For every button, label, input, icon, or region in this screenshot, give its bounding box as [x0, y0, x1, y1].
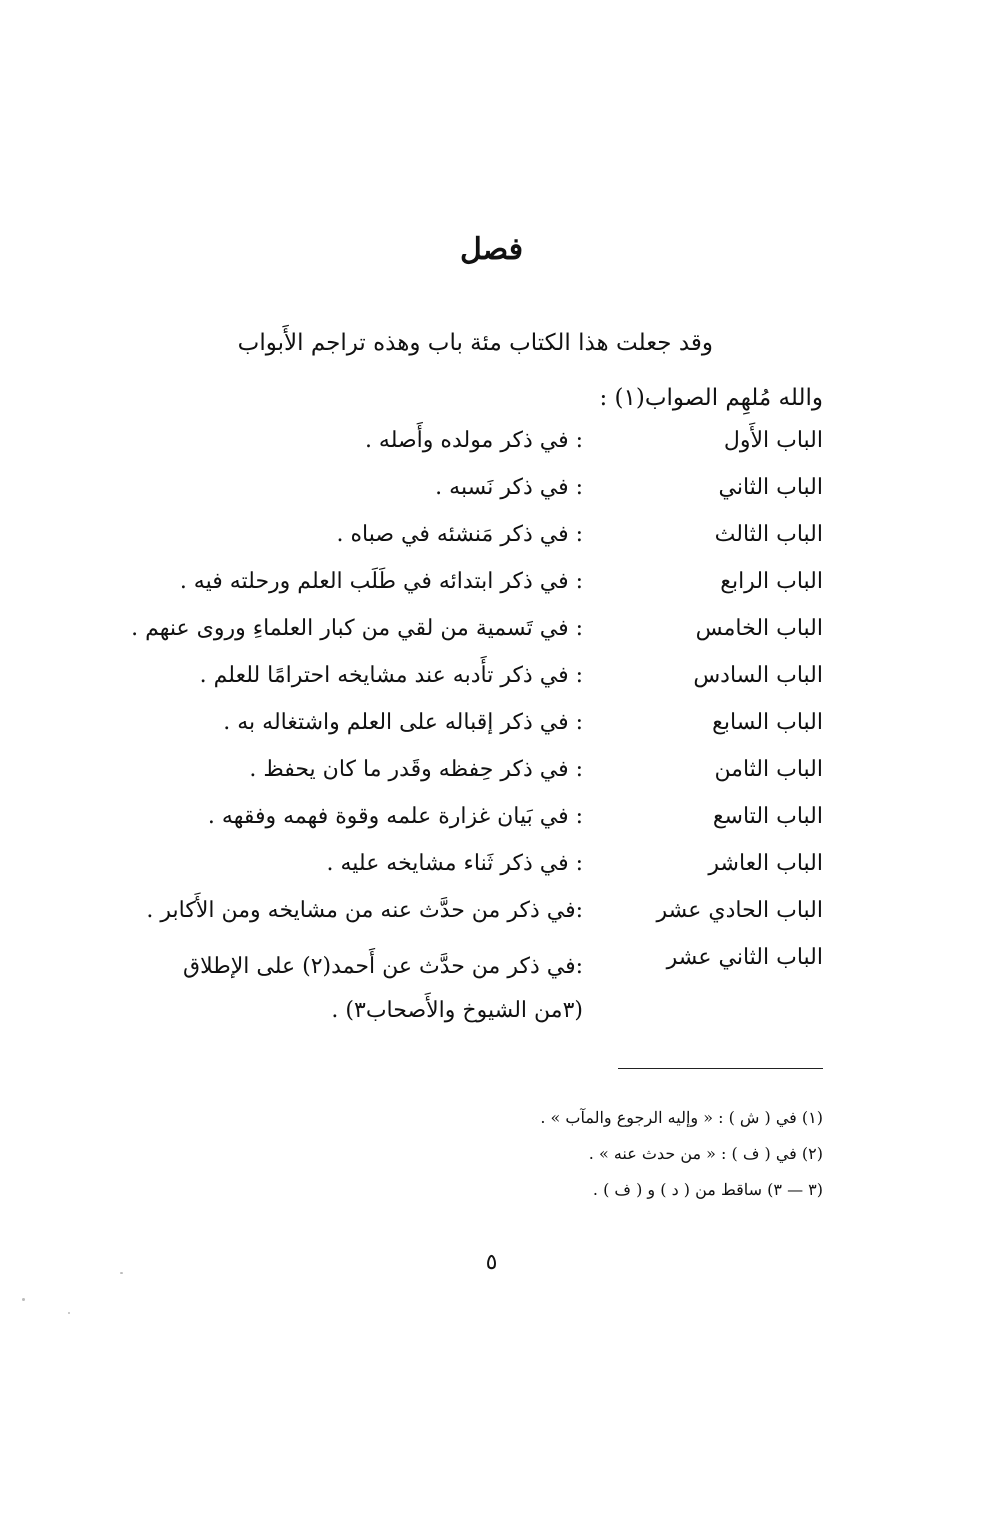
page-number: ٥ [485, 1250, 498, 1275]
chapter-row [143, 522, 823, 566]
chapter-row [143, 757, 823, 801]
chapter-name: الباب السادس [693, 663, 823, 688]
chapter-name: الباب الثامن [714, 757, 823, 782]
footnote-divider [618, 1068, 823, 1069]
intro-line-1: وقد جعلت هذا الكتاب مئة باب وهذه تراجم الأَبواب [237, 330, 713, 356]
section-heading: فصل [459, 232, 524, 267]
chapter-row [143, 710, 823, 754]
chapter-description: : في ذكر ثَناء مشايخه عليه . [326, 851, 583, 876]
chapter-name: الباب العاشر [708, 851, 823, 876]
chapter-row [143, 428, 823, 472]
chapter-description: : في ذكر حِفظه وقَدر ما كان يحفظ . [249, 757, 583, 782]
chapter-row [143, 475, 823, 519]
scan-speck [22, 1298, 25, 1301]
chapter-name: الباب التاسع [712, 804, 823, 829]
chapter-name: الباب الأَول [723, 428, 823, 453]
footnote-2: (٢) في ( ف ) : « من حدث عنه » . [588, 1144, 823, 1163]
chapter-name: الباب الخامس [695, 616, 823, 641]
chapter-name: الباب الرابع [720, 569, 823, 594]
chapter-row [143, 945, 823, 1037]
chapter-name: الباب السابع [712, 710, 823, 735]
chapter-row [131, 616, 823, 660]
chapter-description: : في بَيان غزارة علمه وقوة فهمه وفقهه . [207, 804, 583, 829]
chapter-name: الباب الحادي عشر [656, 898, 823, 923]
chapter-name: الباب الثاني عشر [666, 945, 823, 970]
chapter-row [143, 898, 823, 942]
chapter-row [143, 569, 823, 613]
chapter-name: الباب الثالث [714, 522, 823, 547]
chapter-row [143, 804, 823, 848]
chapter-row [143, 663, 823, 707]
scan-speck [68, 1312, 70, 1314]
chapter-description: : في تَسمية من لقي من كبار العلماءِ وروى عنهم . [131, 616, 583, 641]
scan-speck [120, 1272, 123, 1274]
footnote-1: (١) في ( ش ) : « وإليه الرجوع والمآب » . [540, 1108, 823, 1127]
chapter-description: : في ذكر مولده وأَصله . [364, 428, 583, 453]
chapter-description: : في ذكر إقباله على العلم واشتغاله به . [223, 710, 583, 735]
chapter-description: : في ذكر ابتدائه في طَلَب العلم ورحلته فيه . [179, 569, 583, 594]
chapter-description: : في ذكر مَنشئه في صباه . [336, 522, 583, 547]
chapter-description: :في ذكر من حدَّث عن أَحمد(٢) على الإطلاق (٣من الشيوخ والأَصحاب٣) . [183, 954, 583, 1023]
chapter-name: الباب الثاني [718, 475, 823, 500]
chapter-description: : في ذكر نَسبه . [435, 475, 583, 500]
footnote-3: (٣ — ٣) ساقط من ( د ) و ( ف ) . [592, 1180, 823, 1199]
chapter-row [143, 851, 823, 895]
chapter-description: :في ذكر من حدَّث عنه من مشايخه ومن الأَكابر . [146, 898, 583, 923]
intro-line-2: والله مُلهِم الصواب(١) : [599, 385, 823, 411]
chapter-description: : في ذكر تأَدبه عند مشايخه احترامًا للعلم . [199, 663, 583, 688]
